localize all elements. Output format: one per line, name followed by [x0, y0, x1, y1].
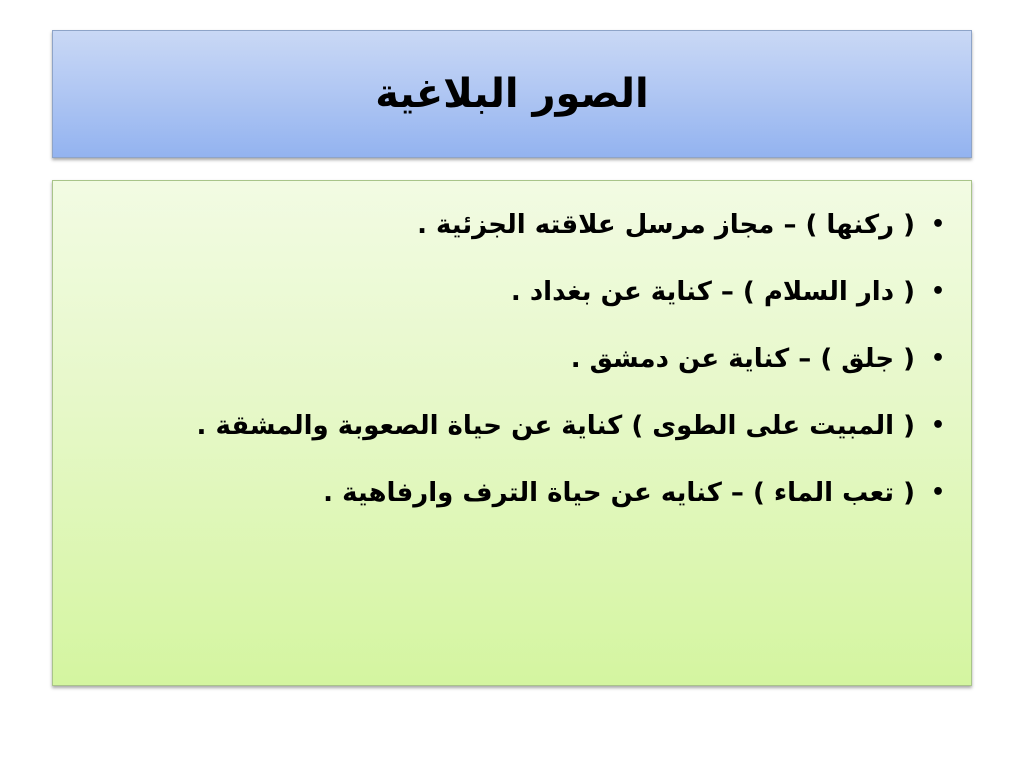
bullet-icon: •	[930, 212, 946, 237]
bullet-item	[71, 258, 953, 325]
bullet-item	[71, 191, 953, 258]
bullet-text: ( ركنها ) – مجاز مرسل علاقته الجزئية .	[417, 209, 915, 240]
slide-title: الصور البلاغية	[375, 71, 649, 117]
bullet-text: ( جلق ) – كناية عن دمشق .	[570, 343, 915, 374]
bullet-item	[71, 392, 953, 459]
bullet-item	[71, 459, 953, 526]
bullet-text: ( تعب الماء ) – كنايه عن حياة الترف وارفاهية .	[323, 477, 915, 508]
bullet-text: ( المبيت على الطوى ) كناية عن حياة الصعوبة والمشقة .	[196, 410, 915, 441]
bullet-icon: •	[930, 480, 946, 505]
bullet-icon: •	[930, 346, 946, 371]
bullet-icon: •	[930, 279, 946, 304]
title-box	[52, 30, 972, 158]
bullet-list	[53, 181, 971, 526]
bullet-text: ( دار السلام ) – كناية عن بغداد .	[510, 276, 915, 307]
bullet-icon: •	[930, 413, 946, 438]
content-box	[52, 180, 972, 686]
bullet-item	[71, 325, 953, 392]
